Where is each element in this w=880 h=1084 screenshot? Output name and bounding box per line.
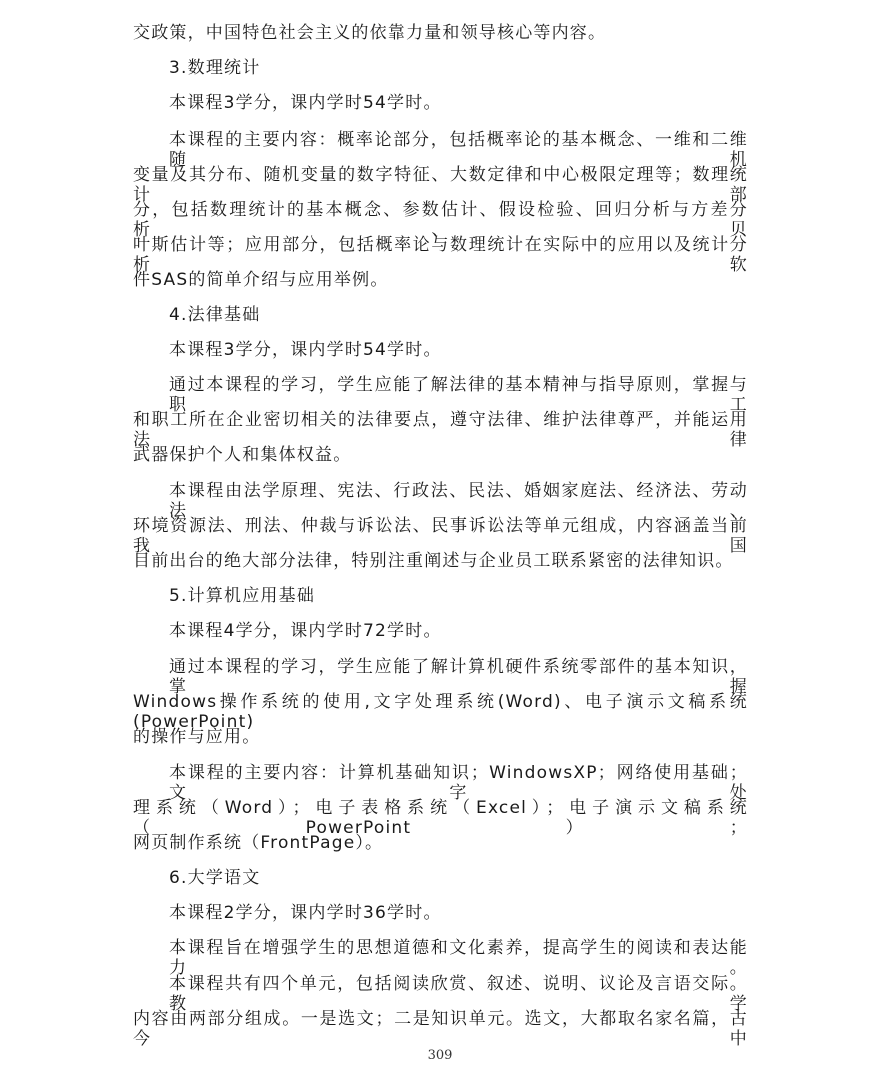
text-line: 和职工所在企业密切相关的法律要点，遵守法律、维护法律尊严，并能运用法律 [133, 410, 748, 450]
text-line: 本课程由法学原理、宪法、行政法、民法、婚姻家庭法、经济法、劳动法、 [169, 481, 748, 521]
text-line: 分，包括数理统计的基本概念、参数估计、假设检验、回归分析与方差分析、贝 [133, 200, 748, 240]
text-line: 本课程3学分，课内学时54学时。 [169, 340, 442, 360]
text-line: 本课程的主要内容：计算机基础知识；WindowsXP；网络使用基础；文字处 [169, 763, 748, 803]
text-line: 变量及其分布、随机变量的数字特征、大数定律和中心极限定理等；数理统计部 [133, 165, 748, 205]
text-line: 通过本课程的学习，学生应能了解法律的基本精神与指导原则，掌握与职工 [169, 375, 748, 415]
text-line: 本课程的主要内容：概率论部分，包括概率论的基本概念、一维和二维随机 [169, 130, 748, 170]
text-line: 3.数理统计 [169, 58, 261, 78]
text-line: 本课程2学分，课内学时36学时。 [169, 903, 442, 923]
text-line: 件SAS的简单介绍与应用举例。 [133, 270, 389, 290]
text-line: 武器保护个人和集体权益。 [133, 445, 352, 465]
text-line: 理系统（Word）；电子表格系统（Excel）；电子演示文稿系统（PowerPoint）； [133, 798, 748, 838]
text-line: 网页制作系统（FrontPage）。 [133, 833, 384, 853]
text-line: 5.计算机应用基础 [169, 586, 316, 606]
text-line: 叶斯估计等；应用部分，包括概率论与数理统计在实际中的应用以及统计分析软 [133, 235, 748, 275]
text-line: 环境资源法、刑法、仲裁与诉讼法、民事诉讼法等单元组成，内容涵盖当前我国 [133, 516, 748, 556]
text-line: 4.法律基础 [169, 305, 261, 325]
text-line: 6.大学语文 [169, 868, 261, 888]
text-line: 通过本课程的学习，学生应能了解计算机硬件系统零部件的基本知识，掌握 [169, 657, 748, 697]
text-line: 交政策，中国特色社会主义的依靠力量和领导核心等内容。 [133, 23, 607, 43]
text-line: 目前出台的绝大部分法律，特别注重阐述与企业员工联系紧密的法律知识。 [133, 551, 734, 571]
text-line: 本课程4学分，课内学时72学时。 [169, 621, 442, 641]
text-line: 本课程旨在增强学生的思想道德和文化素养，提高学生的阅读和表达能力。 [169, 938, 748, 978]
text-line: 本课程3学分，课内学时54学时。 [169, 93, 442, 113]
text-line: Windows操作系统的使用,文字处理系统(Word)、电子演示文稿系统(PowerPoint) [133, 692, 748, 732]
text-line: 的操作与应用。 [133, 727, 261, 747]
page-number: 309 [427, 1048, 453, 1063]
text-line: 内容由两部分组成。一是选文；二是知识单元。选文，大都取名家名篇，古今中 [133, 1009, 748, 1049]
text-line: 本课程共有四个单元，包括阅读欣赏、叙述、说明、议论及言语交际。教学 [169, 974, 748, 1014]
